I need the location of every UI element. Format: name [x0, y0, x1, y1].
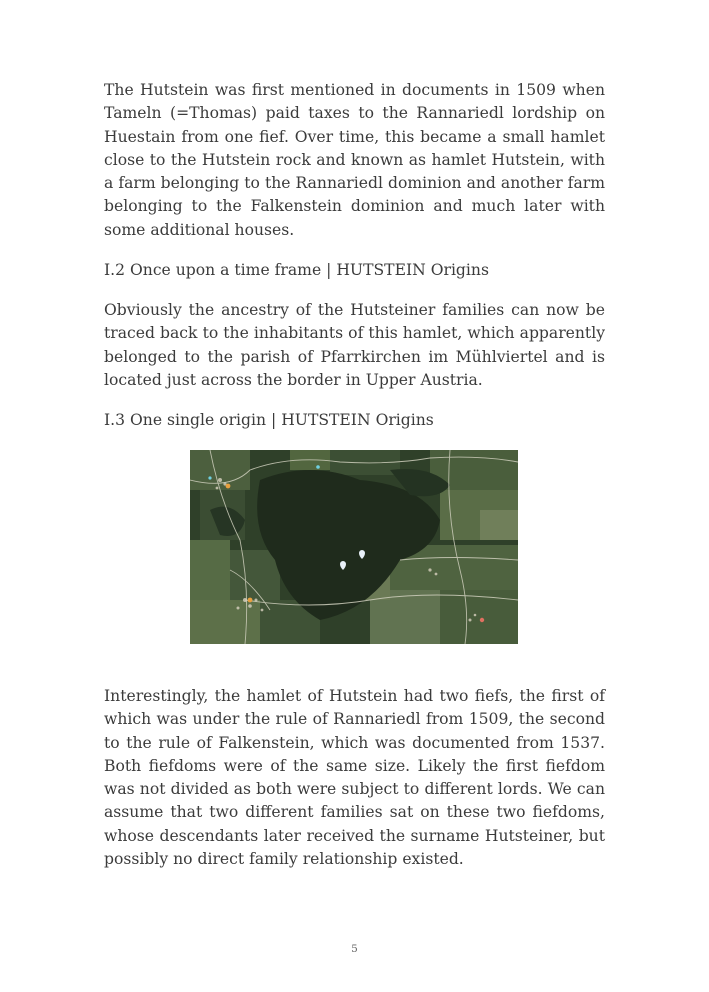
page-number: 5	[351, 943, 358, 955]
paragraph-2: Obviously the ancestry of the Hutsteiner families can now be traced back to the inhabitants of this hamlet, which apparently belonged to the parish of Pfarrkirchen im Mühlviertel and is located just across the border in Upper Austria.	[104, 301, 605, 389]
paragraph-1: The Hutstein was first mentioned in documents in 1509 when Tameln (=Thomas) paid taxes to the Rannariedl lordship on Huestain from one fief. Over time, this became a small hamlet close to the Hutstein rock and known as hamlet Hutstein, with a farm belonging to the Rannariedl dominion and another farm belonging to the Falkenstein dominion and much later with some additional houses.	[104, 81, 605, 239]
paragraph-3: Interestingly, the hamlet of Hutstein had two fiefs, the first of which was under the rule of Rannariedl from 1509, the second to the rule of Falkenstein, which was documented from 1537. Both fiefdoms were of the same size. Likely the first fiefdom was not divided as both were subject to different lords. We can assume that two different families sat on these two fiefdoms, whose descendants later received the surname Hutsteiner, but possibly no direct family relationship existed.	[104, 687, 605, 869]
satellite-map-image	[190, 450, 518, 644]
section-heading-1-2: I.2 Once upon a time frame | HUTSTEIN Origins	[104, 261, 489, 279]
section-heading-1-3: I.3 One single origin | HUTSTEIN Origins	[104, 411, 434, 429]
